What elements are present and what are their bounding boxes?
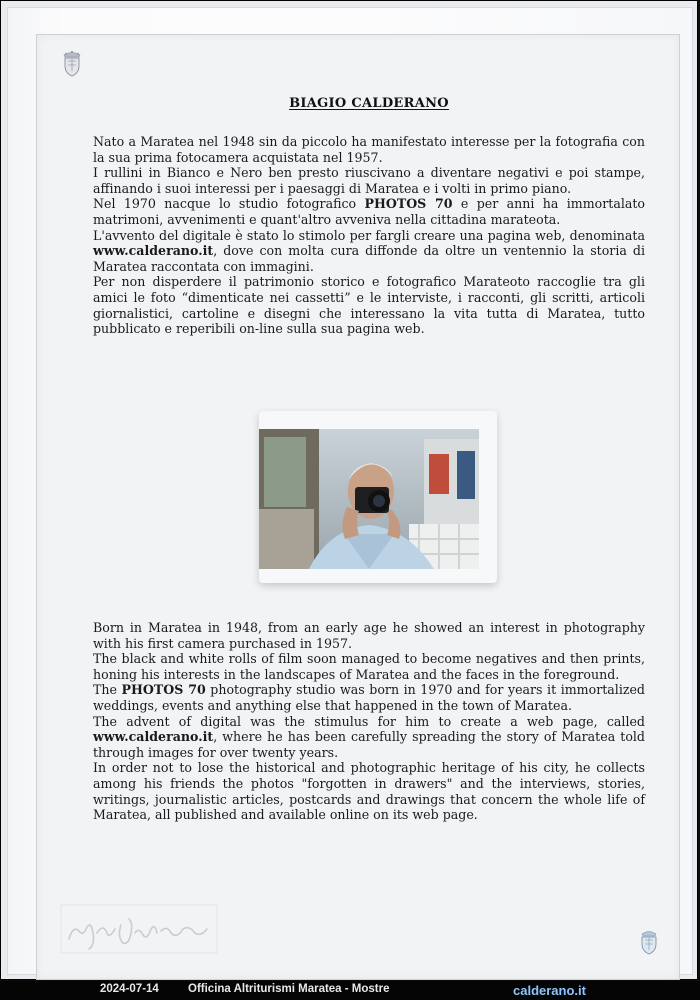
document-title: BIAGIO CALDERANO (289, 96, 449, 111)
text-run: The black and white rolls of film soon managed to become negatives and then prints, honing his interests in the landscapes of Maratea and the faces in the foreground. (93, 651, 645, 682)
footer-caption: Officina Altriturismi Maratea - Mostre (188, 983, 390, 995)
paragraph (93, 760, 645, 822)
paragraph (93, 165, 645, 196)
text-run: I rullini in Bianco e Nero ben presto riuscivano a diventare negativi e poi stampe, affinando i suoi interessi per i paesaggi di Maratea e i volti in primo piano. (93, 165, 645, 196)
coat-of-arms-icon (61, 49, 83, 77)
footer-bar (0, 981, 700, 1000)
paragraph (93, 714, 645, 761)
coat-of-arms-icon (639, 929, 659, 955)
text-run: The advent of digital was the stimulus for him to create a web page, called (93, 713, 645, 729)
text-run: Nel 1970 nacque lo studio fotografico (93, 196, 365, 212)
paragraph (93, 274, 645, 336)
paragraph (93, 196, 645, 227)
italian-biography (93, 134, 645, 337)
text-run: photography studio was born in 1970 and for years it immortalized weddings, events and anything else that happened in the town of Maratea. (93, 682, 645, 713)
text-run: In order not to lose the historical and photographic heritage of his city, he collects among his friends the photos "forgotten in drawers" and the interviews, stories, writings, journalistic articles, postcards and drawings that concern the whole life of Maratea, all published and available online on its web page. (93, 760, 645, 823)
text-run: Born in Maratea in 1948, from an early age he showed an interest in photography with his first camera purchased in 1957. (93, 620, 645, 651)
paragraph (93, 228, 645, 275)
text-run: Nato a Maratea nel 1948 sin da piccolo ha manifestato interesse per la fotografia con la sua prima fotocamera acquistata nel 1957. (93, 134, 645, 165)
poster-sheet (36, 34, 680, 980)
text-run: , where he has been carefully spreading the story of Maratea told through images for over twenty years. (93, 729, 645, 760)
footer-date: 2024-07-14 (100, 983, 159, 995)
english-biography (93, 620, 645, 823)
bold-term: PHOTOS 70 (364, 196, 453, 212)
paragraph (93, 620, 645, 651)
text-run: Per non disperdere il patrimonio storico e fotografico Marateoto raccoglie tra gli amici le foto “dimenticate nei cassetti” e le interviste, i racconti, gli scritti, articoli giornalistici, cartoline e disegni che interessano la vita tutta di Maratea, tutto pubblicato e reperibili on-line sulla sua pagina web. (93, 274, 645, 337)
bold-term: PHOTOS 70 (121, 682, 206, 698)
text-run: , dove con molta cura diffonde da oltre un ventennio la storia di Maratea raccontata con immagini. (93, 243, 645, 274)
portrait-photo (259, 429, 479, 569)
paragraph (93, 134, 645, 165)
frame-mat (7, 7, 693, 975)
text-run: The (93, 682, 122, 698)
text-run: L'avvento del digitale è stato lo stimolo per fargli creare una pagina web, denominata (93, 227, 645, 243)
bold-term: www.calderano.it (93, 243, 214, 259)
paragraph (93, 651, 645, 682)
footer-site-link[interactable]: calderano.it (513, 983, 586, 998)
handwritten-signature (59, 903, 219, 955)
bold-term: www.calderano.it (93, 729, 214, 745)
paragraph (93, 682, 645, 713)
text-run: e per anni ha immortalato matrimoni, avvenimenti e quant'altro avveniva nella cittadina marateota. (93, 196, 646, 227)
